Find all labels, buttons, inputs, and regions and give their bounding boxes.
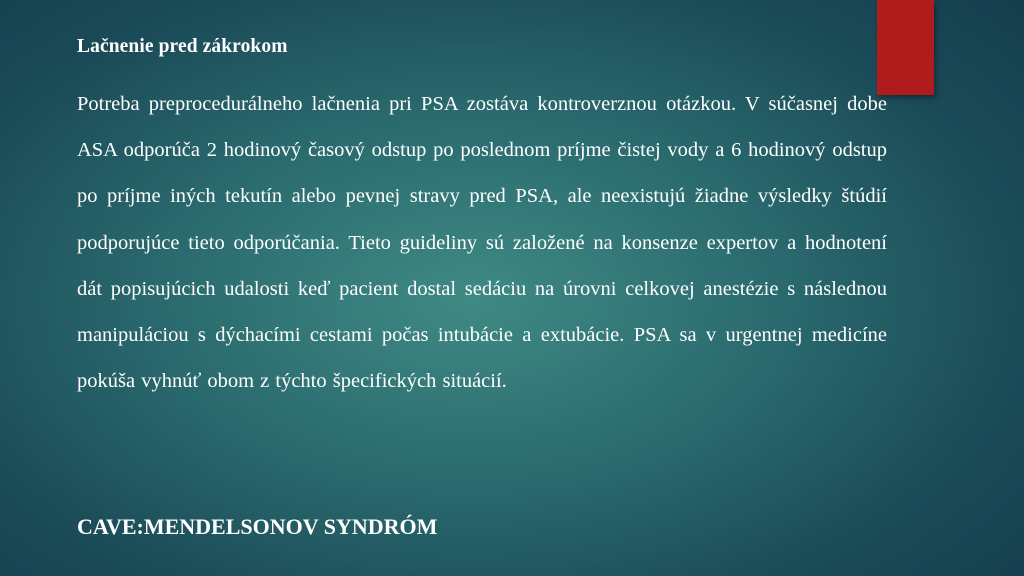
slide-title: Lačnenie pred zákrokom <box>77 36 288 57</box>
body-paragraph: Potreba preprocedurálneho lačnenia pri PSA zostáva kontroverznou otázkou. V súčasnej dobe ASA odporúča 2 hodinový časový odstup po poslednom príjme čistej vody a 6 hodinový odstup po príjme iných tekutín alebo pevnej stravy pred PSA, ale neexistujú žiadne výsledky štúdií podporujúce tieto odporúčania. Tieto guideliny sú založené na konsenze expertov a hodnotení dát popisujúcich udalosti keď pacient dostal sedáciu na úrovni celkovej anestézie s následnou manipuláciou s dýchacími cestami počas intubácie a extubácie. PSA sa v urgentnej medicíne pokúša vyhnúť obom z týchto špecifických situácií. <box>77 93 887 393</box>
warning-heading: CAVE:MENDELSONOV SYNDRÓM <box>77 514 438 539</box>
